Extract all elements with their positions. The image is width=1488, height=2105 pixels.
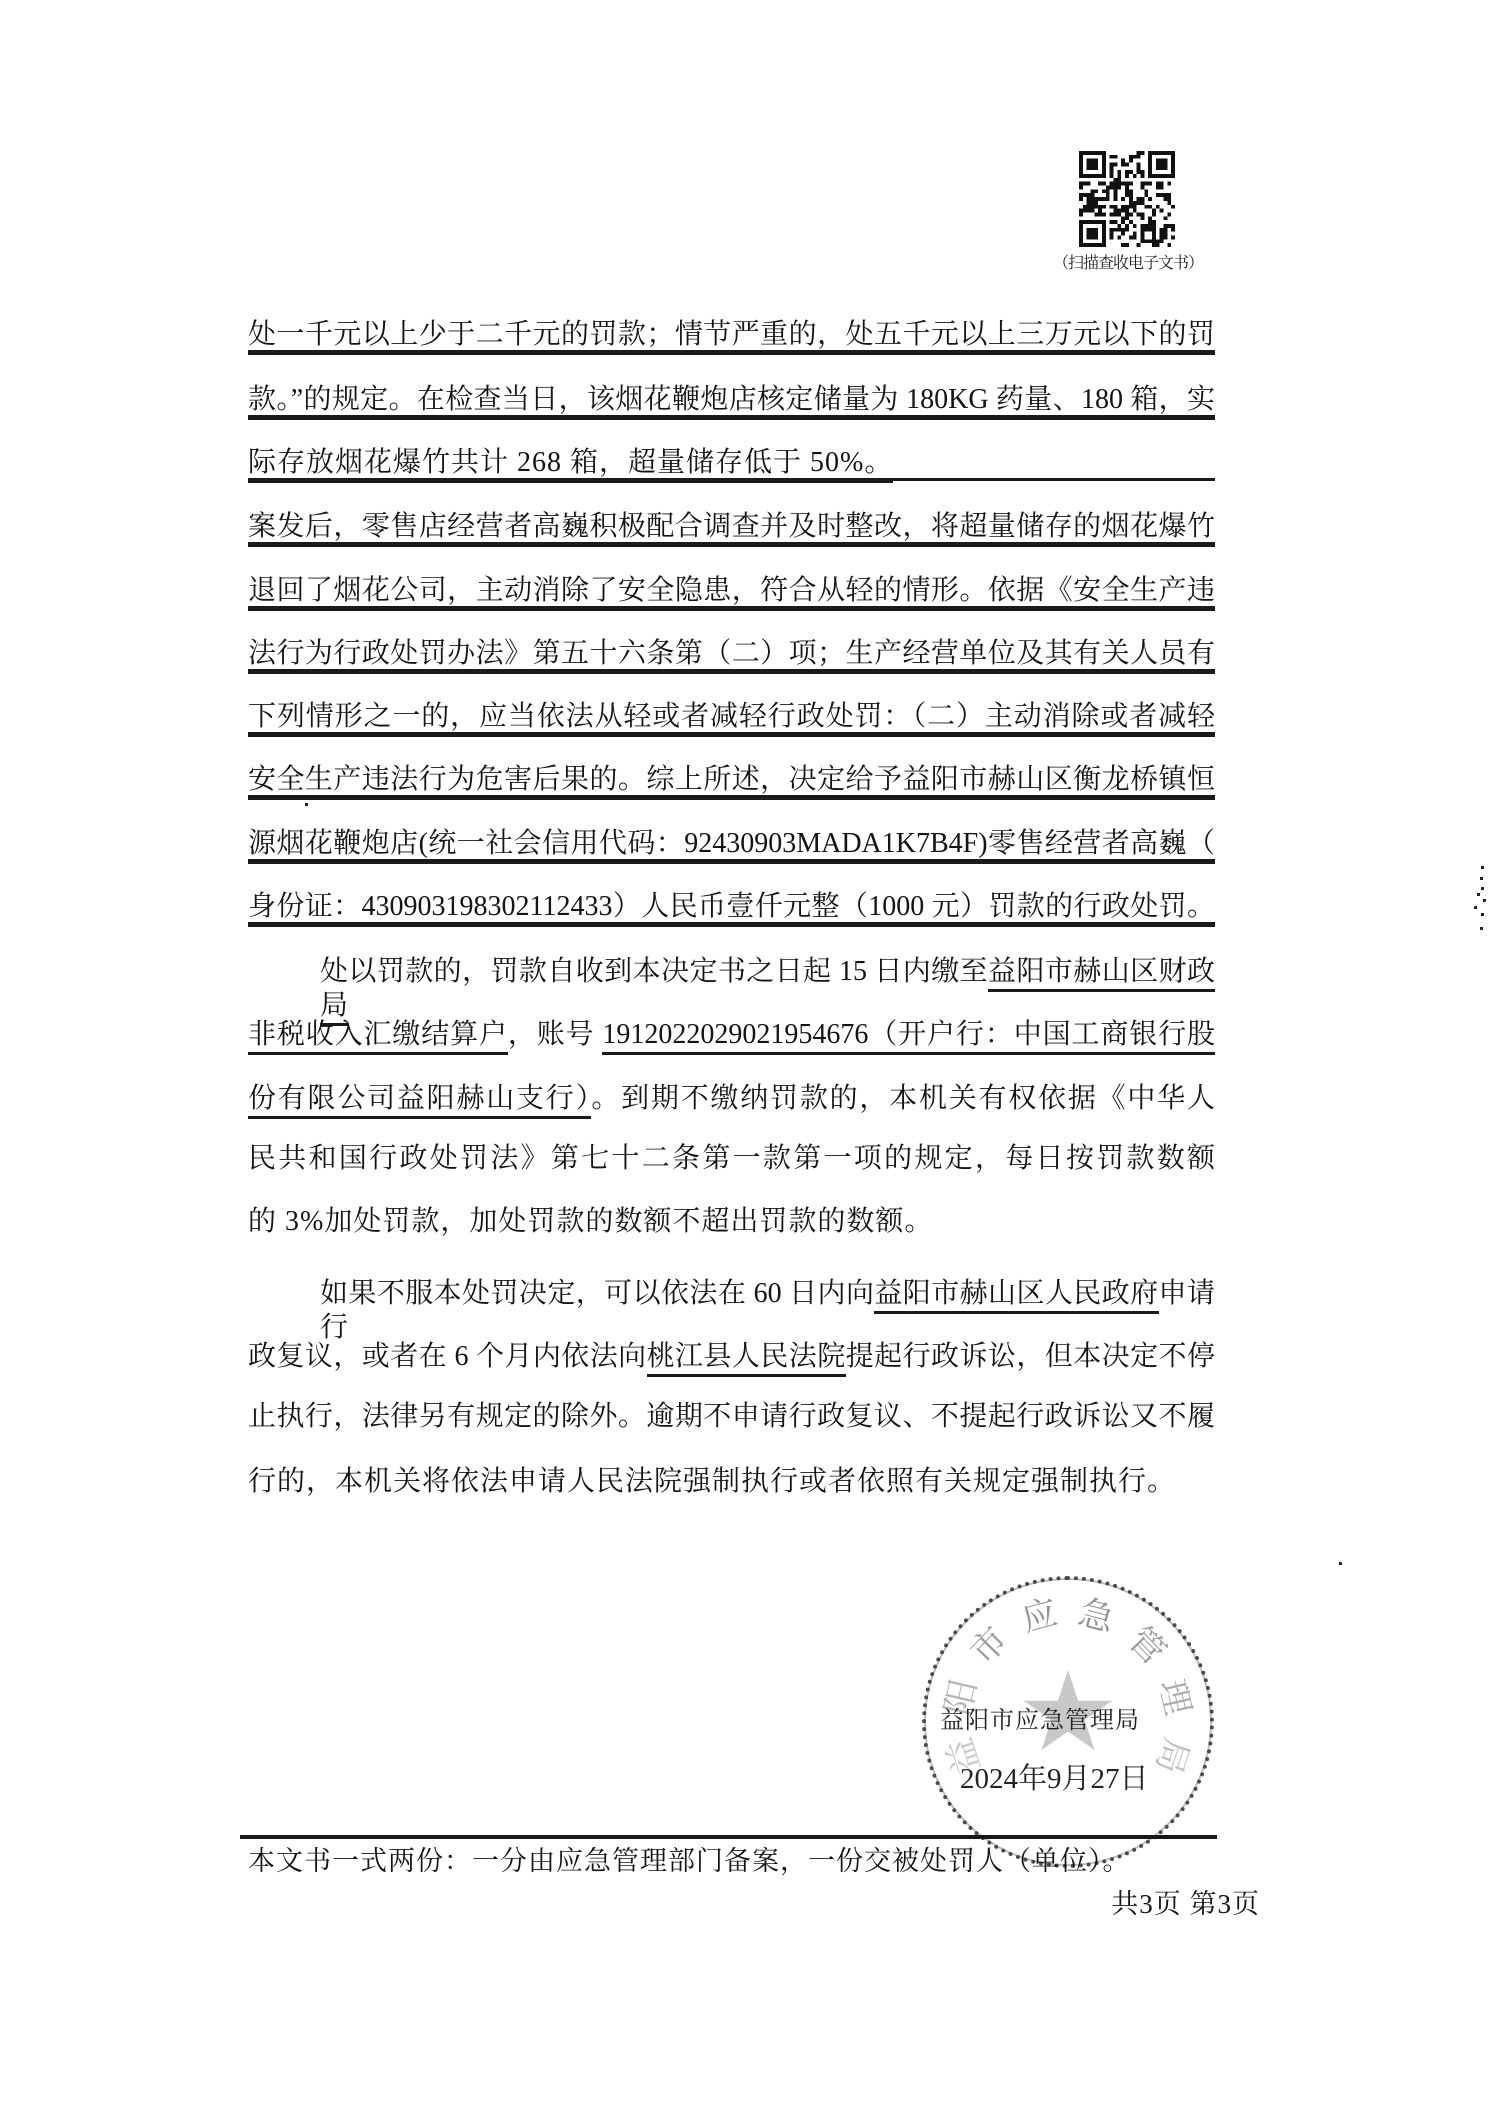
underlined-text: 份有限公司益阳赫山支行） [248,1083,591,1119]
body-line [248,510,1215,545]
body-line [248,1205,1215,1240]
underlined-text: 法行为行政处罚办法》第五十六条第（二）项；生产经营单位及其有关人员有 [248,638,1215,674]
scan-speckle [1474,906,1477,909]
body-line [248,446,1215,481]
footer-divider [240,1835,1217,1839]
underlined-text: 源烟花鞭炮店(统一社会信用代码：92430903MADA1K7B4F)零售经营者高巍（ [248,828,1215,864]
seal-arc-char: 理 [1151,1675,1198,1719]
seal-agency-name: 益阳市应急管理局 [940,1708,1140,1734]
seal-arc-char: 益 [939,1733,988,1779]
qr-code [1077,151,1177,247]
underlined-text: 际存放烟花爆竹共计 268 箱，超量储存低于 50%。 [248,447,893,483]
underlined-text: 非税收入汇缴结算户 [248,1019,508,1055]
plain-text: 处以罚款的，罚款自收到本决定书之日起 15 日内缴至 [320,956,989,987]
seal-arc-char: 阳 [938,1675,985,1719]
seal-arc-char: 局 [1148,1733,1197,1779]
qr-caption: （扫描查收电子文书） [1052,255,1203,272]
footer-note: 本文书一式两份：一分由应急管理部门备案，一份交被处罚人（单位）。 [248,1846,1131,1876]
body-line [248,1018,1215,1053]
plain-text: 申请行 [320,1278,1215,1343]
body-line [248,383,1215,418]
scan-speckle [1481,866,1484,869]
seal-arc-char: 市 [963,1619,1016,1673]
body-line [248,955,1215,1021]
underlined-text: 安全生产违法行为危害后果的。综上所述，决定给予益阳市赫山区衡龙桥镇恒 [248,764,1215,800]
plain-text: 提起行政诉讼，但本决定不停 [845,1341,1215,1372]
body-line [248,318,1215,353]
body-line [248,1142,1215,1177]
body-line [248,1400,1215,1435]
plain-text: 行的，本机关将依法申请人民法院强制执行或者依照有关规定强制执行。 [248,1466,1177,1497]
underlined-text: 身份证：430903198302112433）人民币壹仟元整（1000 元）罚款的行政处罚。 [248,891,1215,927]
body-line [248,1340,1215,1375]
underlined-text: 桃江县人民法院 [647,1341,846,1377]
scan-speckle [1477,893,1480,896]
plain-text: ，账号 [507,1019,603,1050]
underlined-text: 益阳市赫山区人民政府 [874,1278,1158,1314]
underlined-text: 退回了烟花公司，主动消除了安全隐患，符合从轻的情形。依据《安全生产违 [248,575,1215,611]
seal-arc-char: 管 [1120,1619,1173,1673]
underlined-text: 益阳市赫山区财政局 [320,956,1215,1026]
page-number: 共3页 第3页 [1111,1889,1260,1919]
body-line [248,574,1215,609]
underlined-text: 1912022029021954676（开户行：中国工商银行股 [602,1019,1215,1055]
body-line [248,1465,1215,1500]
seal-arc-char: 应 [1017,1592,1062,1640]
scan-speckle [1481,887,1484,890]
body-line [248,1277,1215,1343]
scan-speckle [305,803,308,806]
qr-code-image [1077,151,1177,247]
official-seal-stamp [922,1576,1214,1868]
underlined-text: 处一千元以上少于二千元的罚款；情节严重的，处五千元以上三万元以下的罚 [248,319,1215,355]
plain-text: 止执行，法律另有规定的除外。逾期不申请行政复议、不提起行政诉讼又不履 [248,1401,1215,1432]
body-line [248,827,1215,862]
plain-text: 政复议，或者在 6 个月内依法向 [248,1341,647,1372]
plain-text: 如果不服本处罚决定，可以依法在 60 日内向 [320,1278,875,1309]
body-line [248,763,1215,798]
underlined-text: 款。”的规定。在检查当日，该烟花鞭炮店核定储量为 180KG 药量、180 箱，实 [248,384,1215,420]
seal-date: 2024年9月27日 [960,1763,1149,1795]
body-line [248,1082,1215,1117]
underlined-text: 下列情形之一的，应当依法从轻或者减轻行政处罚：（二）主动消除或者减轻 [248,701,1215,737]
plain-text: 。到期不缴纳罚款的，本机关有权依据《中华人 [591,1083,1215,1114]
body-line [248,890,1215,925]
scan-speckle [1480,927,1483,930]
scan-speckle [1480,877,1483,880]
plain-text: 的 3%加处罚款，加处罚款的数额不超出罚款的数额。 [248,1206,934,1237]
scan-speckle [1339,1562,1342,1565]
body-line [248,700,1215,735]
plain-text: 民共和国行政处罚法》第七十二条第一款第一项的规定，每日按罚款数额 [248,1143,1215,1174]
scan-speckle [1483,899,1486,902]
seal-arc-char: 急 [1074,1592,1119,1640]
underlined-text: 案发后，零售店经营者高巍积极配合调查并及时整改，将超量储存的烟花爆竹 [248,511,1215,547]
body-line [248,637,1215,672]
scan-speckle [1481,913,1484,916]
